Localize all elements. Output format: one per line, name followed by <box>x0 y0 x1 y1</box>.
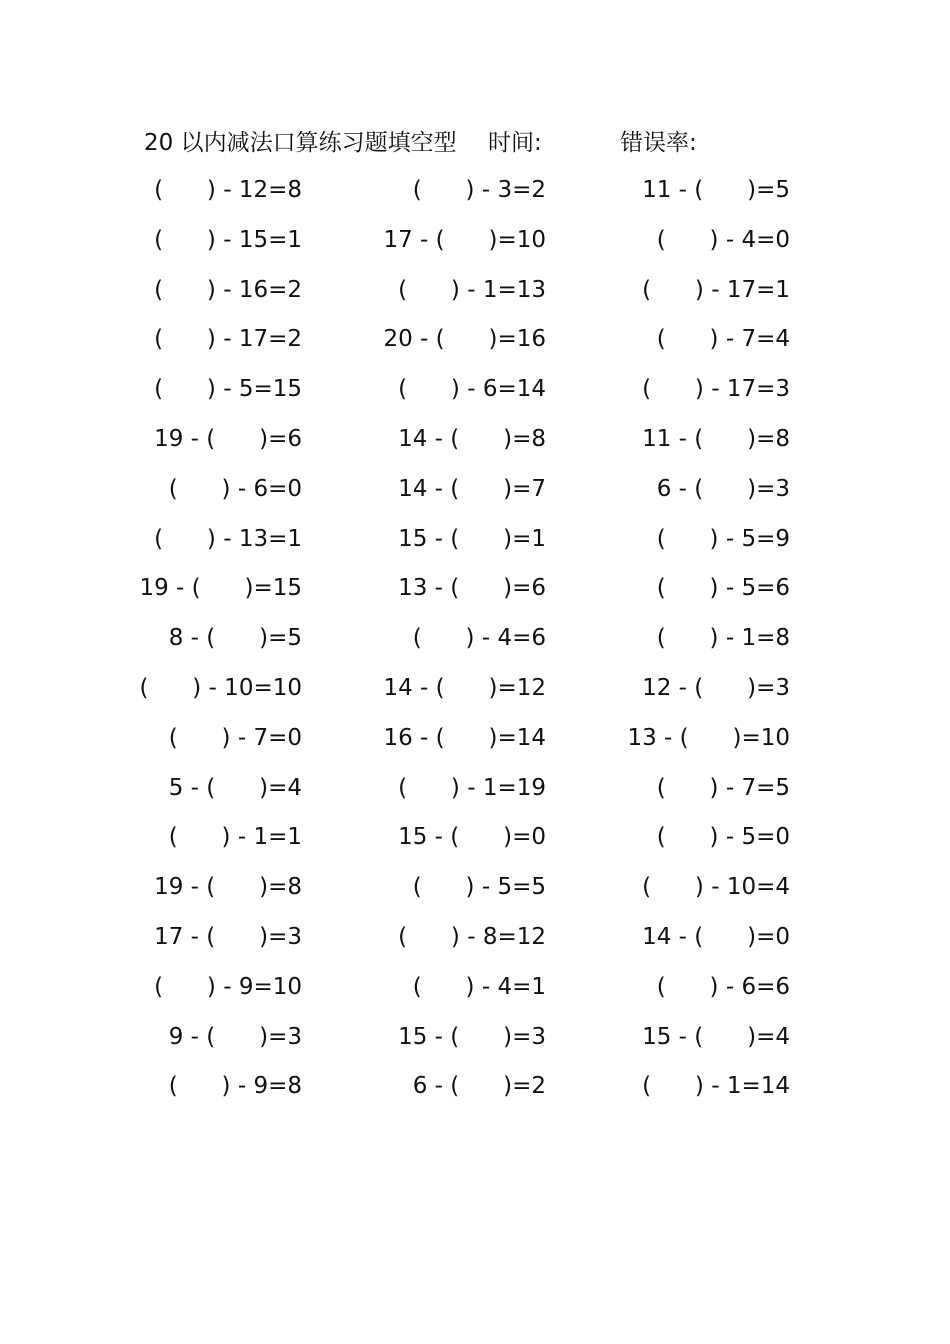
problem-item: ( ) - 10=10 <box>139 674 302 701</box>
problem-item: ( ) - 1=13 <box>398 276 546 303</box>
problem-item: ( ) - 8=12 <box>398 923 546 950</box>
problem-item: 14 - ( )=12 <box>383 674 546 701</box>
problem-item: 12 - ( )=3 <box>642 674 790 701</box>
problem-row <box>0 365 950 415</box>
problem-row <box>0 315 950 365</box>
problem-row <box>0 963 950 1013</box>
problem-item: 13 - ( )=6 <box>398 575 546 602</box>
problem-row <box>0 515 950 565</box>
problem-grid <box>0 166 950 1112</box>
problem-item: ( ) - 12=8 <box>154 177 302 203</box>
problem-item: ( ) - 4=0 <box>656 226 790 253</box>
problem-row <box>0 216 950 266</box>
problem-item: ( ) - 5=6 <box>656 575 790 602</box>
problem-item: ( ) - 16=2 <box>154 276 302 303</box>
problem-row <box>0 764 950 814</box>
problem-row <box>0 714 950 764</box>
problem-item: 19 - ( )=6 <box>154 425 302 452</box>
problem-item: 16 - ( )=14 <box>383 724 546 751</box>
problem-item: ( ) - 5=9 <box>656 525 790 552</box>
problem-item: ( ) - 1=8 <box>656 625 790 652</box>
problem-item: ( ) - 17=2 <box>154 326 302 353</box>
problem-row <box>0 1013 950 1063</box>
problem-item: ( ) - 1=14 <box>642 1073 790 1100</box>
problem-item: ( ) - 7=4 <box>656 326 790 353</box>
problem-item: 15 - ( )=0 <box>398 824 546 851</box>
problem-item: ( ) - 17=1 <box>642 276 790 303</box>
problem-item: ( ) - 10=4 <box>642 874 790 901</box>
problem-item: 15 - ( )=3 <box>398 1023 546 1050</box>
worksheet-header <box>0 124 950 162</box>
problem-item: 19 - ( )=15 <box>139 575 302 602</box>
problem-item: ( ) - 3=2 <box>412 177 546 203</box>
problem-item: ( ) - 13=1 <box>154 525 302 552</box>
problem-item: 9 - ( )=3 <box>168 1023 302 1050</box>
problem-item: ( ) - 4=1 <box>412 973 546 1000</box>
problem-row <box>0 863 950 913</box>
time-label: 时间: <box>488 130 542 156</box>
problem-item: 17 - ( )=10 <box>383 226 546 253</box>
problem-item: 15 - ( )=1 <box>398 525 546 552</box>
problem-item: ( ) - 5=0 <box>656 824 790 851</box>
problem-item: 14 - ( )=0 <box>642 923 790 950</box>
problem-item: ( ) - 7=5 <box>656 774 790 801</box>
problem-item: 14 - ( )=8 <box>398 425 546 452</box>
problem-row <box>0 614 950 664</box>
problem-row <box>0 664 950 714</box>
problem-item: ( ) - 5=5 <box>412 874 546 901</box>
problem-item: ( ) - 1=1 <box>168 824 302 851</box>
problem-item: 14 - ( )=7 <box>398 475 546 502</box>
problem-item: 5 - ( )=4 <box>168 774 302 801</box>
problem-row <box>0 465 950 515</box>
problem-row <box>0 415 950 465</box>
problem-item: 15 - ( )=4 <box>642 1023 790 1050</box>
worksheet-title: 20 以内减法口算练习题填空型 <box>144 130 457 156</box>
problem-item: ( ) - 4=6 <box>412 625 546 652</box>
problem-row <box>0 813 950 863</box>
problem-item: 6 - ( )=3 <box>656 475 790 502</box>
problem-item: 6 - ( )=2 <box>412 1073 546 1100</box>
problem-item: ( ) - 5=15 <box>154 376 302 403</box>
problem-item: ( ) - 15=1 <box>154 226 302 253</box>
problem-item: ( ) - 6=14 <box>398 376 546 403</box>
problem-row <box>0 564 950 614</box>
problem-item: ( ) - 1=19 <box>398 774 546 801</box>
problem-row <box>0 166 950 216</box>
problem-row <box>0 913 950 963</box>
problem-item: 8 - ( )=5 <box>168 625 302 652</box>
problem-row <box>0 266 950 316</box>
problem-item: ( ) - 9=10 <box>154 973 302 1000</box>
problem-item: ( ) - 6=6 <box>656 973 790 1000</box>
problem-item: 20 - ( )=16 <box>383 326 546 353</box>
problem-item: 17 - ( )=3 <box>154 923 302 950</box>
problem-item: ( ) - 17=3 <box>642 376 790 403</box>
problem-item: 13 - ( )=10 <box>627 724 790 751</box>
problem-item: ( ) - 6=0 <box>168 475 302 502</box>
problem-item: 19 - ( )=8 <box>154 874 302 901</box>
error-rate-label: 错误率: <box>620 130 697 156</box>
problem-item: 11 - ( )=5 <box>642 177 790 203</box>
problem-item: ( ) - 7=0 <box>168 724 302 751</box>
problem-item: 11 - ( )=8 <box>642 425 790 452</box>
problem-item: ( ) - 9=8 <box>168 1073 302 1100</box>
problem-row <box>0 1062 950 1112</box>
